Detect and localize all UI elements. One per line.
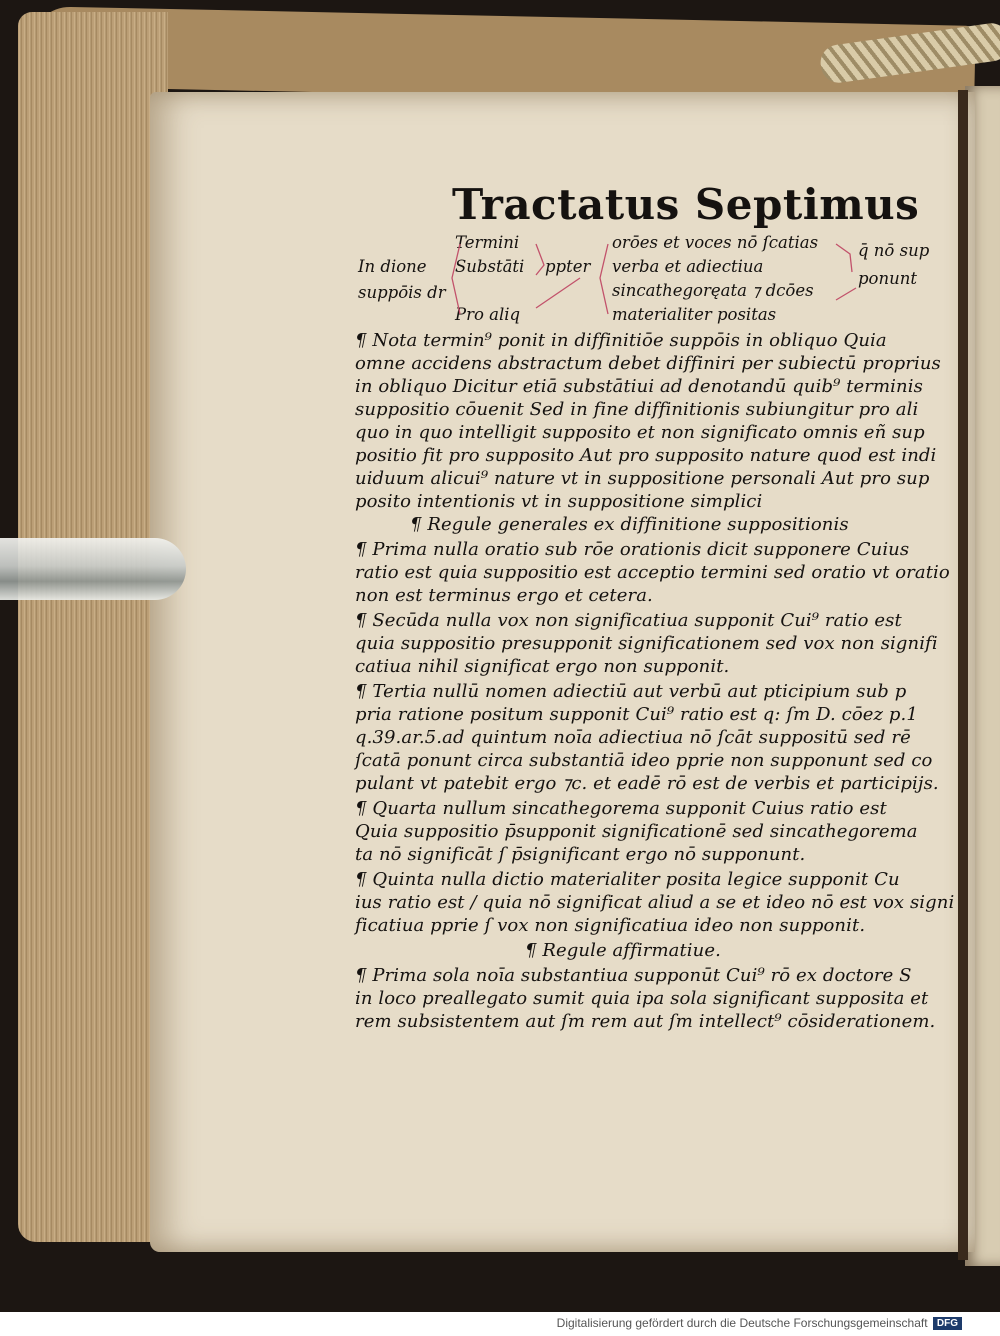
glass-rod-holder: [0, 538, 186, 600]
schema-propter: ppter: [545, 257, 591, 276]
text-line-10: ¶ Prima nulla oratio sub rōe orationis dicit supponere Cuius: [355, 539, 910, 560]
text-line-26: ficatiua pprie ſ vox non significatiua ideo non supponit.: [355, 915, 866, 936]
text-line-12: non est terminus ergo et cetera.: [355, 585, 653, 606]
footer-credit: [557, 1316, 962, 1330]
page-gutter: [958, 90, 968, 1260]
schema-right-4: materialiter positas: [612, 305, 777, 324]
schema-braces: [440, 230, 860, 330]
text-line-15: catiua nihil significat ergo non supponit.: [355, 656, 730, 677]
text-line-8: posito intentionis vt in suppositione simplici: [355, 491, 763, 512]
text-line-23: ta nō significāt ſ p̄significant ergo nō supponunt.: [355, 844, 806, 865]
text-line-22: Quia suppositio p̄supponit significationē sed sincathegorema: [355, 821, 918, 842]
text-line-3: in obliquo Dicitur etiā substātiui ad denotandū quib⁹ terminis: [355, 376, 923, 397]
text-line-25: ius ratio est / quia nō significat aliud a se et ideo nō est vox signi: [355, 892, 955, 913]
text-line-27: ¶ Regule affirmatiue.: [525, 940, 721, 961]
page-title: Tractatus Septimus: [452, 180, 920, 229]
schema-left-1: In dione: [358, 257, 427, 276]
text-line-13: ¶ Secūda nulla vox non significatiua supponit Cui⁹ ratio est: [355, 610, 902, 631]
text-line-21: ¶ Quarta nullum sincathegorema supponit Cuius ratio est: [355, 798, 887, 819]
dfg-logo: DFG: [933, 1317, 962, 1330]
schema-middle-1: Termini: [455, 233, 520, 252]
text-line-24: ¶ Quinta nulla dictio materialiter posita legice supponit Cu: [355, 869, 900, 890]
text-line-9: ¶ Regule generales ex diffinitione suppositionis: [410, 514, 849, 535]
text-line-18: q.39.ar.5.ad quintum noīa adiectiua nō ſcāt suppositū sed rē: [355, 727, 911, 748]
text-line-7: uiduum alicui⁹ nature vt in suppositione personali Aut pro sup: [355, 468, 930, 489]
schema-middle-3: Pro aliq: [455, 305, 521, 324]
text-line-11: ratio est quia suppositio est acceptio termini sed oratio vt oratio: [355, 562, 950, 583]
schema-right-1: orōes et voces nō ſcatias: [612, 233, 819, 252]
schema-far-right-1: q̄ nō sup: [858, 241, 930, 260]
schema-left-2: suppōis dr: [358, 283, 446, 302]
footer-text: Digitalisierung gefördert durch die Deutsche Forschungsgemeinschaft: [556, 1316, 928, 1330]
schema-far-right-2: ponunt: [858, 269, 918, 288]
text-line-29: in loco preallegato sumit quia ipa sola significant supposita et: [355, 988, 929, 1009]
text-line-28: ¶ Prima sola noīa substantiua supponūt Cui⁹ rō ex doctore S: [355, 965, 912, 986]
text-line-4: suppositio cōuenit Sed in fine diffinitionis subiungitur pro ali: [355, 399, 919, 420]
schema-right-2: verba et adiectiua: [612, 257, 764, 276]
text-line-1: ¶ Nota termin⁹ ponit in diffinitiōe suppōis in obliquo Quia: [355, 330, 887, 351]
text-line-6: positio fit pro supposito Aut pro supposito nature quod est indi: [355, 445, 937, 466]
schema-middle-2: Substāti: [455, 257, 525, 276]
text-line-17: pria ratione positum supponit Cui⁹ ratio est q: ſm D. cōez p.1: [355, 704, 918, 725]
text-line-5: quo in quo intelligit supposito et non significato omnis eñ sup: [355, 422, 925, 443]
page-block-edge: [18, 12, 168, 1242]
text-line-2: omne accidens abstractum debet diffiniri per subiectū proprius: [355, 353, 941, 374]
text-line-14: quia suppositio presupponit significationem sed vox non signifi: [355, 633, 938, 654]
schema-right-3: sincathegoręata ⁊ dcōes: [612, 281, 814, 300]
text-line-19: ſcatā ponunt circa substantiā ideo pprie non supponunt sed co: [355, 750, 933, 771]
text-line-16: ¶ Tertia nullū nomen adiectiū aut verbū aut pticipium sub p: [355, 681, 907, 702]
text-line-20: pulant vt patebit ergo ⁊c. et eadē rō est de verbis et participijs.: [355, 773, 939, 794]
text-line-30: rem subsistentem aut ſm rem aut ſm intellect⁹ cōsiderationem.: [355, 1011, 936, 1032]
